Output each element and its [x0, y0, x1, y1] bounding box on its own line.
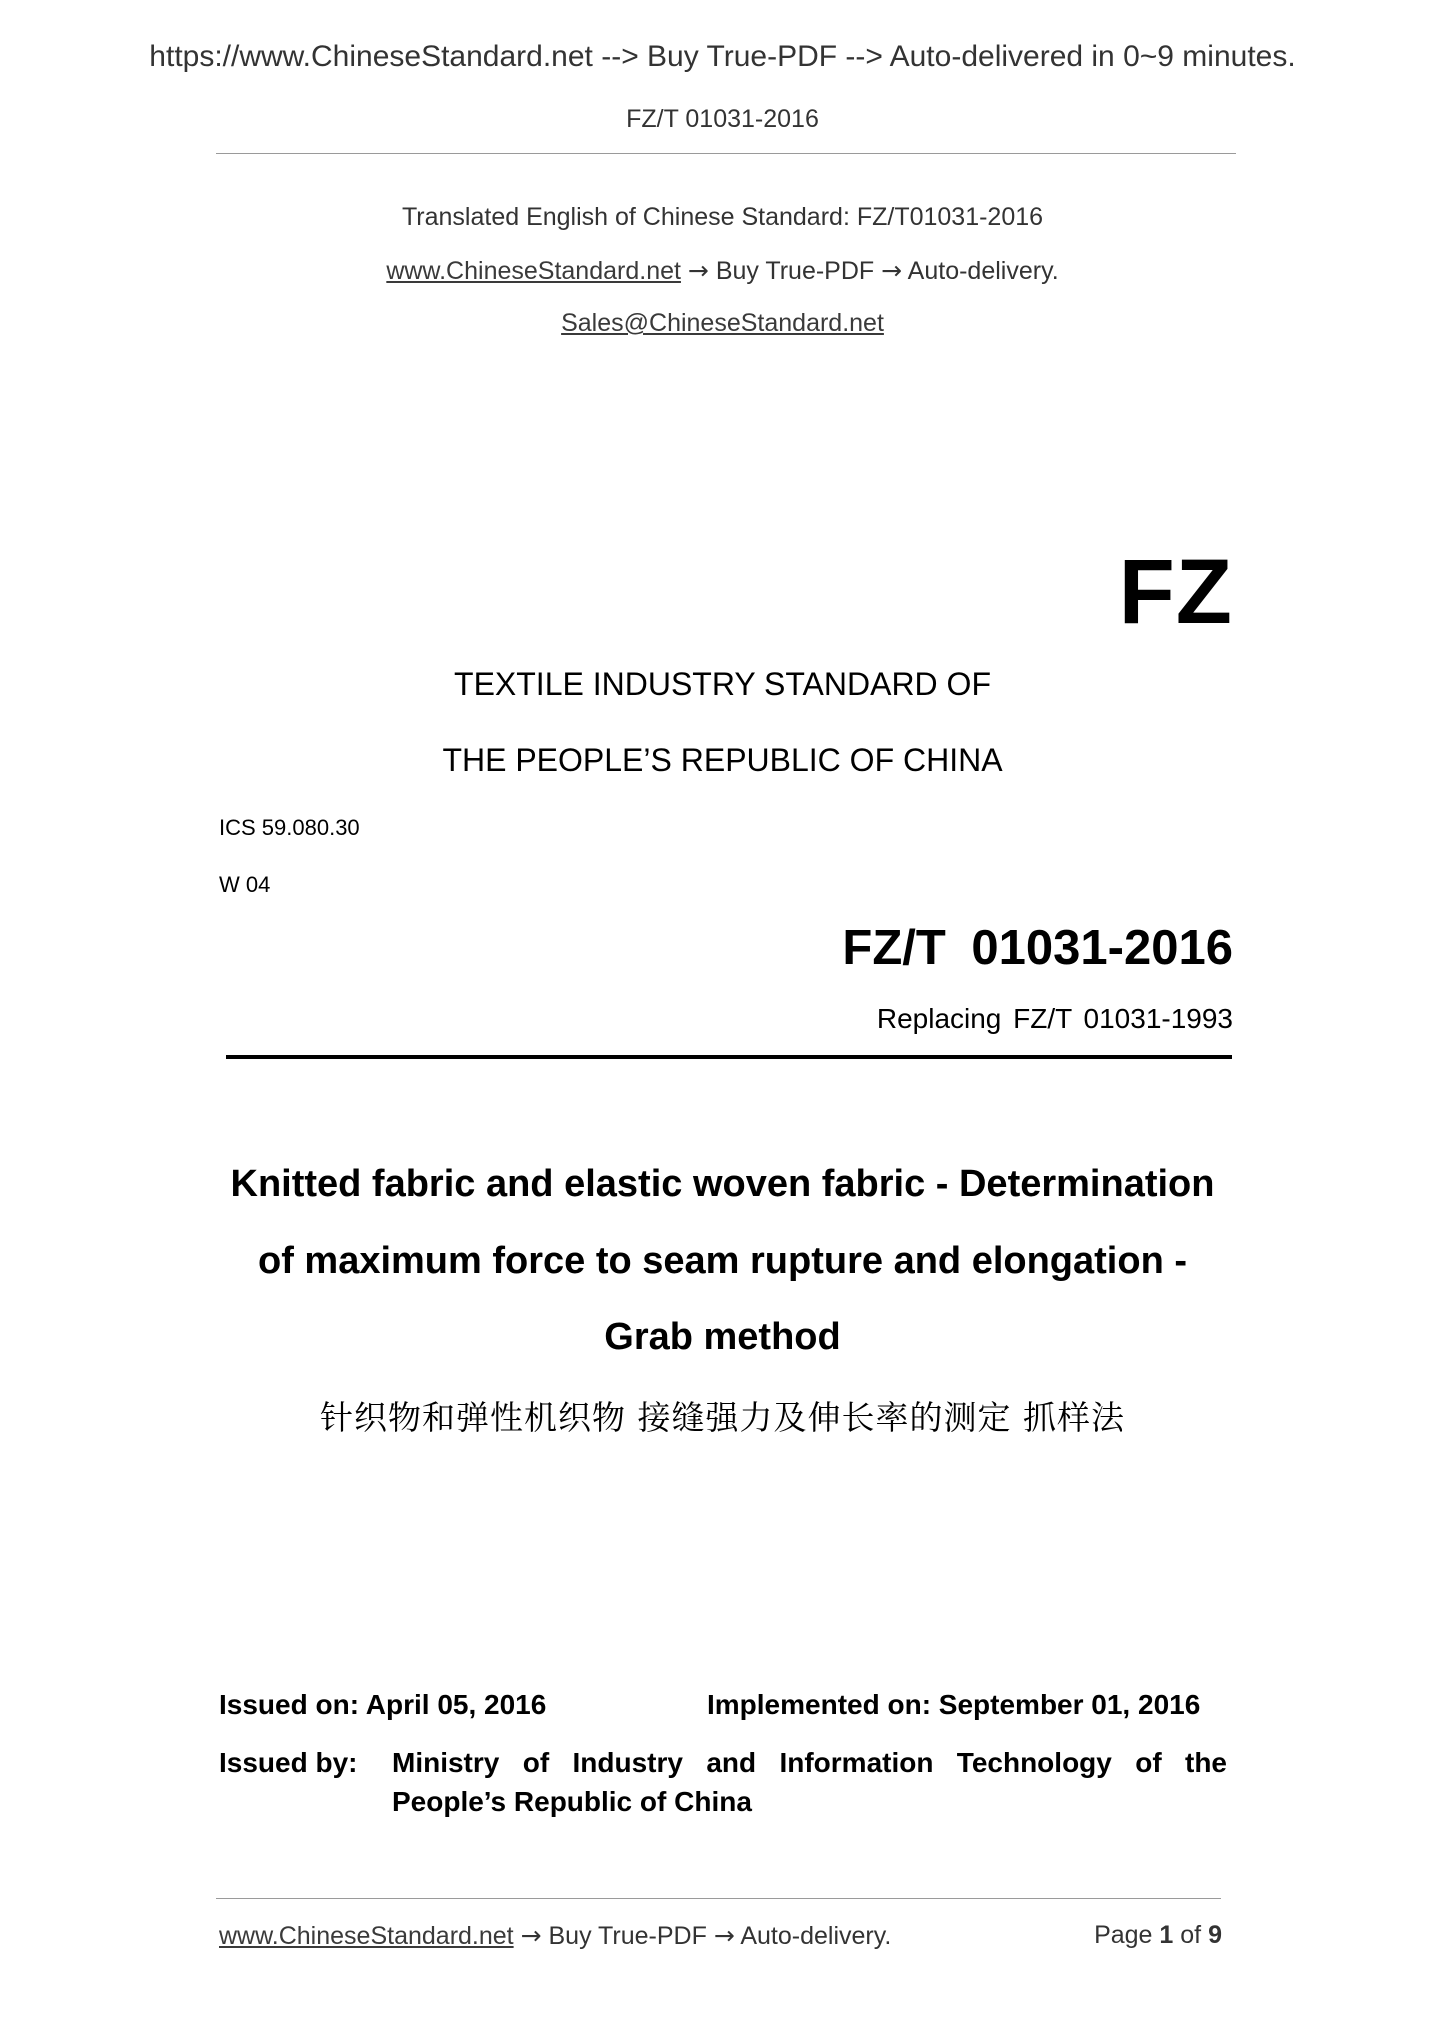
- ccs-code: W 04: [219, 872, 271, 897]
- organization-line-1: TEXTILE INDUSTRY STANDARD OF: [454, 666, 991, 702]
- email-line: [0, 309, 1445, 338]
- fz-standard-logo: FZ: [1118, 541, 1233, 643]
- chinese-title: 针织物和弹性机织物 接缝强力及伸长率的测定 抓样法: [320, 1398, 1125, 1437]
- auto-delivery-text: Auto-delivery.: [907, 257, 1059, 285]
- footer-buy-text: Buy True-PDF: [548, 1922, 707, 1950]
- issuing-authority-line-1: Ministry of Industry and Information Technology of the: [392, 1747, 1227, 1778]
- top-banner: https://www.ChineseStandard.net --> Buy True-PDF --> Auto-delivered in 0~9 minutes.: [149, 40, 1296, 73]
- footer-divider: [216, 1898, 1221, 1899]
- footer-auto-text: Auto-delivery.: [740, 1922, 892, 1950]
- replacing-note: Replacing FZ/T 01031-1993: [876, 1003, 1233, 1034]
- implemented-on-date: Implemented on: September 01, 2016: [707, 1689, 1201, 1720]
- arrow-right-icon: →: [713, 1921, 735, 1950]
- page-of: of: [1180, 1921, 1202, 1949]
- page-indicator: [1094, 1921, 1222, 1950]
- buy-true-pdf-text: Buy True-PDF: [715, 257, 875, 285]
- title-line-2: of maximum force to seam rupture and elongation -: [257, 1240, 1187, 1282]
- issued-on-date: Issued on: April 05, 2016: [219, 1689, 547, 1720]
- title-line-1: Knitted fabric and elastic woven fabric - Determination: [230, 1163, 1215, 1205]
- arrow-right-icon: →: [520, 1921, 542, 1950]
- standard-number: FZ/T 01031-2016: [842, 921, 1233, 975]
- organization-line-2: THE PEOPLE’S REPUBLIC OF CHINA: [442, 742, 1003, 778]
- footer-purchase-line: [219, 1921, 891, 1951]
- page-total: 9: [1208, 1921, 1222, 1949]
- purchase-line: [0, 256, 1445, 286]
- title-divider: [226, 1055, 1232, 1059]
- arrow-right-icon: →: [687, 256, 709, 285]
- page-current: 1: [1159, 1921, 1174, 1949]
- ics-code: ICS 59.080.30: [219, 815, 360, 840]
- arrow-right-icon: →: [881, 256, 903, 285]
- sales-email-link[interactable]: Sales@ChineseStandard.net: [561, 309, 884, 337]
- title-line-3: Grab method: [604, 1316, 841, 1358]
- page-label: Page: [1094, 1921, 1153, 1949]
- header-divider: [216, 153, 1236, 154]
- translated-note: Translated English of Chinese Standard: FZ/T01031-2016: [401, 203, 1044, 231]
- issued-by-label: Issued by:: [219, 1747, 358, 1778]
- site-link[interactable]: www.ChineseStandard.net: [386, 257, 681, 285]
- footer-site-link[interactable]: www.ChineseStandard.net: [219, 1922, 514, 1950]
- header-standard-code: FZ/T 01031-2016: [626, 105, 819, 133]
- issuing-authority-line-2: People’s Republic of China: [392, 1786, 752, 1817]
